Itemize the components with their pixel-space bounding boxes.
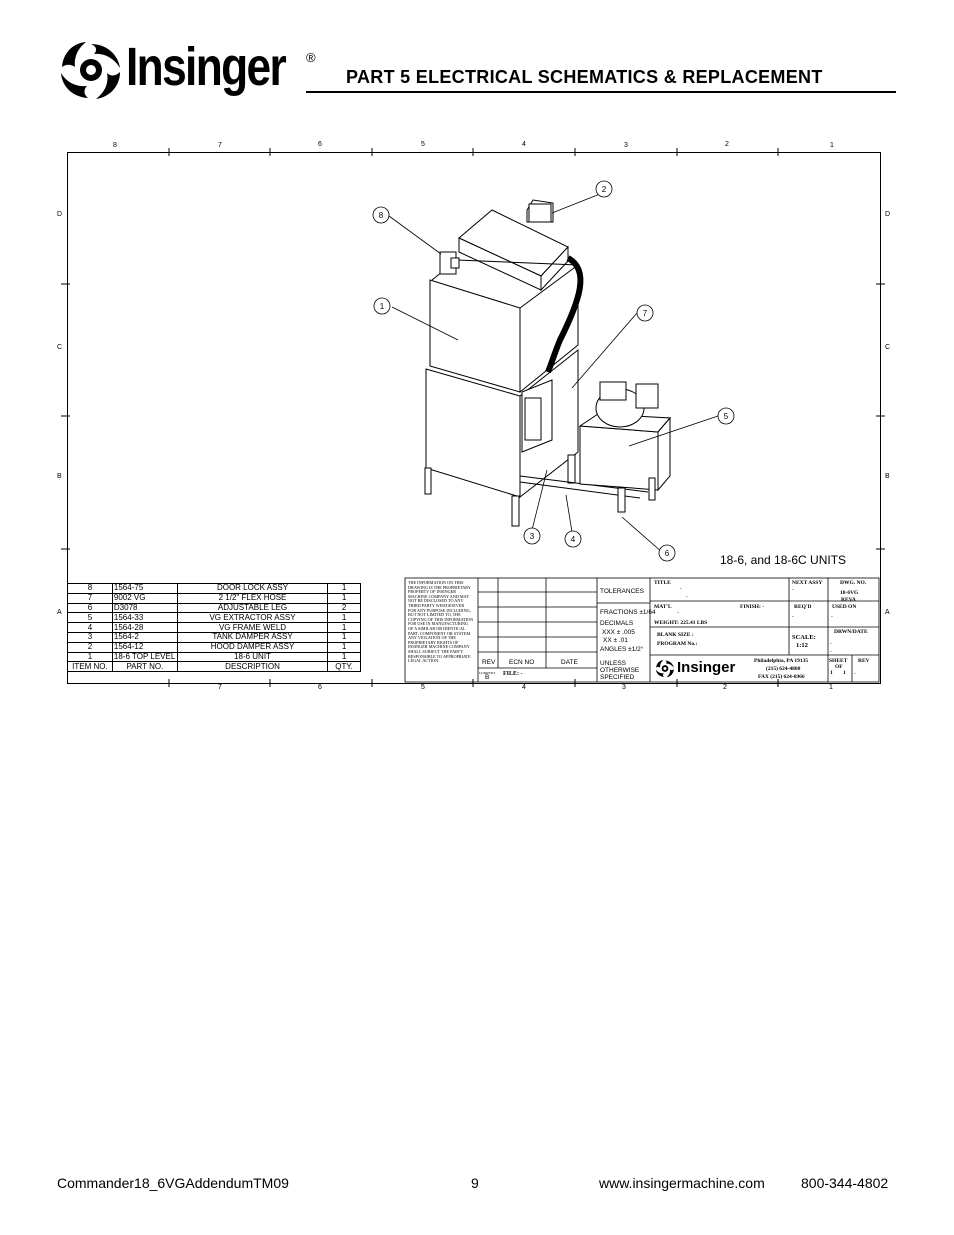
callout-number: 4 bbox=[570, 535, 576, 544]
zone-label-right: B bbox=[885, 473, 890, 480]
dwg-no-label: DWG. NO. bbox=[840, 580, 867, 586]
bom-item-no: 5 bbox=[68, 613, 113, 623]
used-on-value: - bbox=[831, 614, 833, 620]
zone-label-right: A bbox=[885, 609, 890, 616]
sheet-label: SHEET bbox=[829, 658, 848, 664]
dwg-no-value: 18-6VG bbox=[840, 590, 859, 596]
bom-item-no: 4 bbox=[68, 623, 113, 633]
bom-description: TANK DAMPER ASSY bbox=[177, 632, 327, 642]
zone-label-bottom: 7 bbox=[218, 684, 222, 691]
drawn-date-value: - bbox=[830, 641, 832, 647]
callout-number: 7 bbox=[642, 309, 648, 318]
bom-qty: 1 bbox=[328, 623, 361, 633]
bom-item-no: 6 bbox=[68, 603, 113, 613]
dwg-rev-value: REVA bbox=[841, 597, 856, 603]
bom-part-no: 1564-2 bbox=[112, 632, 177, 642]
date-column-label: DATE bbox=[561, 659, 578, 666]
used-on-label: USED ON bbox=[832, 604, 857, 610]
material-label: MAT'L bbox=[654, 604, 672, 610]
zone-label-left: D bbox=[57, 211, 63, 218]
bom-qty: 1 bbox=[328, 632, 361, 642]
zone-label-bottom: 5 bbox=[421, 684, 425, 691]
rev-column-label: REV bbox=[482, 659, 496, 666]
bom-qty: 2 bbox=[328, 603, 361, 613]
footer-phone: 800-344-4802 bbox=[801, 1175, 889, 1191]
of-label: OF bbox=[835, 664, 843, 670]
reqd-value: - bbox=[792, 614, 794, 620]
footer-website-link[interactable]: www.insingermachine.com bbox=[599, 1175, 765, 1191]
sheet-number: 1 bbox=[830, 670, 833, 676]
sheet-total: 1 bbox=[843, 670, 846, 676]
zone-label-bottom: 3 bbox=[622, 684, 626, 691]
file-name: FILE: - bbox=[503, 671, 523, 677]
bom-part-no: 1564-75 bbox=[112, 584, 177, 594]
zone-label-bottom: 1 bbox=[829, 684, 833, 691]
callout-number: 2 bbox=[601, 185, 607, 194]
bom-item-no: 3 bbox=[68, 632, 113, 642]
drawn-date-label: DRWN/DATE bbox=[834, 629, 868, 635]
bom-description: VG FRAME WELD bbox=[177, 623, 327, 633]
registered-mark: ® bbox=[306, 50, 316, 65]
title-label: TITLE bbox=[654, 580, 671, 586]
title-block-brand: Insinger bbox=[677, 659, 736, 676]
company-phone: (215) 624-4800 bbox=[766, 666, 801, 672]
bom-header-part: PART NO. bbox=[112, 662, 177, 672]
proprietary-notice: THE INFORMATION ON THIS DRAWING IS THE PROPRIETARY PROPERTY OF INSINGER MACHINE COMPANY AND MAY NOT BE DISCLOSED TO ANY THIRD PARTY WHATSOEVER FOR ANY PURPOSE INCLUDING, BUT NOT LIMITED TO, THE COPYING OF THIS INFORMATION FOR USE IN MANUFACTURING OF A SIMILAR OR IDENTICAL PART, COMPONENT OR SYSTEM. ANY VIOLATION OF THE PROPRIETARY RIGHTS OF INSINGER MACHINE COMPANY SHALL SUBJECT THE PARTY RESPONSIBLE TO APPROPRIATE LEGAL ACTION. bbox=[408, 580, 474, 664]
zone-label-top: 3 bbox=[624, 142, 628, 149]
zone-label-top: 8 bbox=[113, 142, 117, 149]
bom-qty: 1 bbox=[328, 584, 361, 594]
zone-label-top: 2 bbox=[725, 141, 729, 148]
zone-label-right: D bbox=[885, 211, 891, 218]
tolerances-label: TOLERANCES bbox=[600, 588, 644, 595]
zone-label-top: 6 bbox=[318, 141, 322, 148]
units-caption: 18-6, and 18-6C UNITS bbox=[720, 553, 847, 567]
title-value: - bbox=[680, 586, 682, 592]
material-value: - bbox=[677, 610, 679, 616]
company-city: Philadelphia, PA 19135 bbox=[754, 658, 809, 664]
bom-header-item: ITEM NO. bbox=[68, 662, 113, 672]
scale-value: 1:12 bbox=[796, 642, 808, 649]
insinger-logo-icon bbox=[655, 659, 675, 678]
finish-label: FINISH: - bbox=[740, 604, 764, 610]
angles-tolerance: ANGLES ±1/2° bbox=[600, 646, 644, 653]
bom-description: VG EXTRACTOR ASSY bbox=[177, 613, 327, 623]
zone-label-top: 1 bbox=[830, 142, 834, 149]
bom-item-no: 7 bbox=[68, 593, 113, 603]
footer-document-name: Commander18_6VGAddendumTM09 bbox=[57, 1175, 289, 1191]
blank-size-label: BLANK SIZE : bbox=[657, 632, 694, 638]
current-rev-value: B bbox=[485, 674, 490, 681]
rev-value: - bbox=[854, 671, 856, 677]
scale-label: SCALE: bbox=[792, 634, 816, 641]
footer-page-number: 9 bbox=[471, 1175, 479, 1191]
zone-label-top: 7 bbox=[218, 142, 222, 149]
bom-description: 18-6 UNIT bbox=[177, 652, 327, 662]
bom-qty: 1 bbox=[328, 652, 361, 662]
next-assy-label: NEXT ASSY bbox=[792, 580, 823, 586]
company-fax: FAX (215) 624-6966 bbox=[758, 674, 805, 680]
callout-number: 1 bbox=[379, 302, 385, 311]
bom-item-no: 2 bbox=[68, 642, 113, 652]
bom-qty: 1 bbox=[328, 593, 361, 603]
zone-label-left: C bbox=[57, 344, 63, 351]
bom-part-no: 9002 VG bbox=[112, 593, 177, 603]
bom-part-no: 1564-12 bbox=[112, 642, 177, 652]
ecn-column-label: ECN NO bbox=[509, 659, 535, 666]
callout-number: 6 bbox=[664, 549, 670, 558]
decimals-label: DECIMALS bbox=[600, 620, 634, 627]
zone-label-bottom: 4 bbox=[522, 684, 526, 691]
bom-description: ADJUSTABLE LEG bbox=[177, 603, 327, 613]
zone-label-left: A bbox=[57, 609, 62, 616]
bom-qty: 1 bbox=[328, 613, 361, 623]
fractions-tolerance: FRACTIONS ±1/64 bbox=[600, 609, 656, 616]
xx-tolerance: XX ± .01 bbox=[603, 637, 628, 644]
bom-part-no: 18-6 TOP LEVEL bbox=[112, 652, 177, 662]
drawn-date-value: - bbox=[830, 649, 832, 655]
zone-label-right: C bbox=[885, 344, 891, 351]
zone-label-top: 4 bbox=[522, 141, 526, 148]
bom-item-no: 8 bbox=[68, 584, 113, 594]
page-title: PART 5 ELECTRICAL SCHEMATICS & REPLACEMENT bbox=[346, 67, 823, 87]
callout-number: 5 bbox=[723, 412, 729, 421]
unless-specified: UNLESS OTHERWISE SPECIFIED bbox=[600, 660, 640, 681]
rev-label: REV bbox=[858, 658, 870, 664]
bom-header-qty: QTY. bbox=[328, 662, 361, 672]
brand-logo-text: Insinger bbox=[126, 37, 286, 97]
callout-number: 8 bbox=[378, 211, 384, 220]
bom-description: HOOD DAMPER ASSY bbox=[177, 642, 327, 652]
next-assy-value: - bbox=[792, 587, 794, 593]
zone-label-bottom: 6 bbox=[318, 684, 322, 691]
bom-part-no: 1564-28 bbox=[112, 623, 177, 633]
bom-description: 2 1/2" FLEX HOSE bbox=[177, 593, 327, 603]
bom-qty: 1 bbox=[328, 642, 361, 652]
current-label: CURRENT bbox=[479, 671, 496, 675]
zone-label-top: 5 bbox=[421, 141, 425, 148]
callout-number: 3 bbox=[529, 532, 535, 541]
zone-label-bottom: 2 bbox=[723, 684, 727, 691]
program-no-label: PROGRAM No.: bbox=[657, 641, 698, 647]
bom-part-no: D3078 bbox=[112, 603, 177, 613]
bom-item-no: 1 bbox=[68, 652, 113, 662]
bom-part-no: 1564-33 bbox=[112, 613, 177, 623]
reqd-label: REQ'D bbox=[794, 604, 812, 610]
title-value: - bbox=[686, 594, 688, 600]
zone-label-left: B bbox=[57, 473, 62, 480]
bom-header-description: DESCRIPTION bbox=[177, 662, 327, 672]
xxx-tolerance: XXX ± .005 bbox=[602, 629, 635, 636]
weight-value: WEIGHT: 225.41 LBS bbox=[654, 620, 708, 626]
bom-description: DOOR LOCK ASSY bbox=[177, 584, 327, 594]
